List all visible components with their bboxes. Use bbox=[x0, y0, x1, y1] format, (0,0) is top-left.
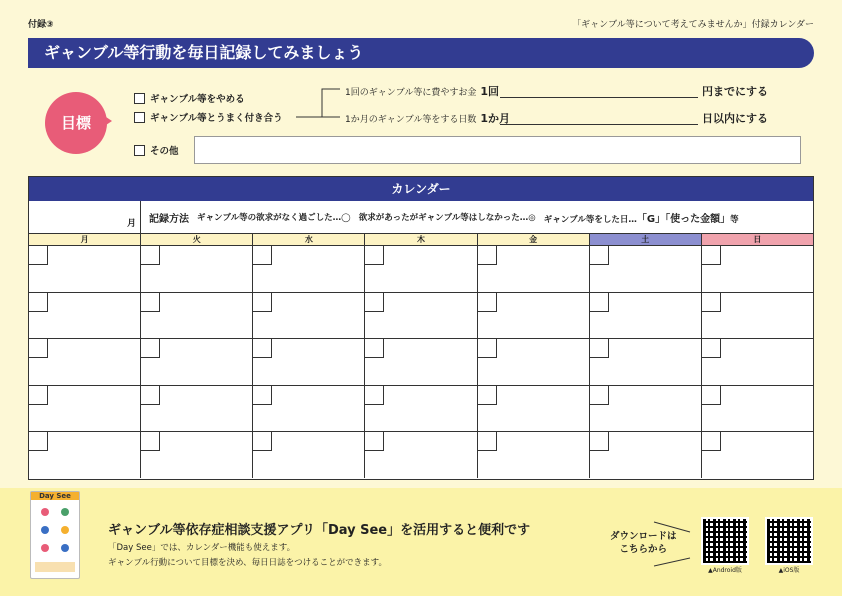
app-name: Day See bbox=[31, 492, 79, 500]
date-box[interactable] bbox=[365, 339, 384, 358]
day-cell[interactable] bbox=[478, 246, 590, 292]
date-box[interactable] bbox=[253, 246, 272, 265]
date-box[interactable] bbox=[590, 246, 609, 265]
calendar-grid bbox=[29, 245, 813, 478]
calendar-week-row bbox=[29, 385, 813, 432]
date-box[interactable] bbox=[590, 293, 609, 312]
date-box[interactable] bbox=[365, 293, 384, 312]
calendar-week-row bbox=[29, 431, 813, 478]
page-title-banner: ギャンブル等行動を毎日記録してみましょう bbox=[28, 38, 814, 68]
record-method-3-suffix: 等 bbox=[730, 214, 739, 225]
checkbox[interactable] bbox=[134, 93, 145, 104]
promo-line-2: ギャンブル行動について目標を決め、毎日日誌をつけることができます。 bbox=[108, 558, 387, 568]
date-box[interactable] bbox=[253, 432, 272, 451]
record-method-3-prefix: ギャンブル等をした日… bbox=[543, 214, 637, 225]
download-line-2: こちらから bbox=[619, 544, 668, 555]
date-box[interactable] bbox=[590, 339, 609, 358]
day-cell[interactable] bbox=[702, 293, 813, 339]
weekday-label: 火 bbox=[141, 234, 253, 245]
date-box[interactable] bbox=[141, 386, 160, 405]
goal-option-other[interactable] bbox=[134, 143, 179, 157]
date-box[interactable] bbox=[702, 339, 721, 358]
date-box[interactable] bbox=[590, 386, 609, 405]
day-cell[interactable] bbox=[702, 339, 813, 385]
goal-badge-tail bbox=[100, 113, 112, 129]
date-box[interactable] bbox=[141, 293, 160, 312]
goal-option-label: ギャンブル等をやめる bbox=[150, 94, 245, 105]
calendar-title: カレンダー bbox=[29, 177, 813, 201]
download-text bbox=[610, 530, 677, 556]
goal-option-quit[interactable] bbox=[134, 91, 245, 105]
goal-option-label: ギャンブル等とうまく付き合う bbox=[150, 113, 283, 124]
day-cell[interactable] bbox=[141, 386, 253, 432]
date-box[interactable] bbox=[365, 246, 384, 265]
goal-days-input[interactable] bbox=[500, 110, 698, 125]
day-cell[interactable] bbox=[365, 293, 477, 339]
goal-money-suffix: 円までにする bbox=[702, 85, 768, 98]
goal-days-line bbox=[345, 110, 510, 126]
date-box[interactable] bbox=[478, 293, 497, 312]
weekday-label: 日 bbox=[702, 234, 813, 245]
day-cell[interactable] bbox=[590, 293, 702, 339]
day-cell[interactable] bbox=[590, 432, 702, 478]
download-line-1: ダウンロードは bbox=[610, 531, 677, 542]
document-caption: 「ギャンブル等について考えてみませんか」付録カレンダー bbox=[572, 20, 814, 30]
promo-title: ギャンブル等依存症相談支援アプリ「Day See」を活用すると便利です bbox=[108, 523, 531, 538]
day-cell[interactable] bbox=[29, 339, 141, 385]
weekday-label: 月 bbox=[29, 234, 141, 245]
qr-android-label: ▲Android版 bbox=[708, 567, 742, 574]
date-box[interactable] bbox=[141, 432, 160, 451]
day-cell[interactable] bbox=[141, 246, 253, 292]
day-cell[interactable] bbox=[253, 386, 365, 432]
promo-line-1: 「Day See」では、カレンダー機能も使えます。 bbox=[108, 543, 296, 553]
appendix-label: 付録③ bbox=[28, 20, 54, 30]
day-cell[interactable] bbox=[702, 432, 813, 478]
date-box[interactable] bbox=[478, 339, 497, 358]
qr-android[interactable] bbox=[701, 517, 749, 574]
calendar-week-row bbox=[29, 338, 813, 385]
bracket-connector bbox=[296, 86, 342, 120]
day-cell[interactable] bbox=[365, 432, 477, 478]
goal-money-prefix: 1回のギャンブル等に費やすお金 bbox=[345, 88, 477, 98]
day-cell[interactable] bbox=[141, 293, 253, 339]
record-method-label: 記録方法 bbox=[149, 213, 189, 225]
goal-badge: 目標 bbox=[45, 92, 107, 154]
day-cell[interactable] bbox=[702, 246, 813, 292]
weekday-label: 土 bbox=[590, 234, 702, 245]
goal-option-label: その他 bbox=[150, 146, 179, 157]
goal-money-line bbox=[345, 83, 499, 99]
day-cell[interactable] bbox=[365, 246, 477, 292]
goal-money-unit: 1回 bbox=[480, 85, 500, 98]
date-box[interactable] bbox=[253, 386, 272, 405]
date-box[interactable] bbox=[702, 386, 721, 405]
date-box[interactable] bbox=[141, 246, 160, 265]
day-cell[interactable] bbox=[590, 339, 702, 385]
qr-code-icon bbox=[765, 517, 813, 565]
qr-ios-label: ▲iOS版 bbox=[778, 567, 800, 574]
date-box[interactable] bbox=[702, 246, 721, 265]
record-method bbox=[141, 201, 813, 233]
date-box[interactable] bbox=[702, 432, 721, 451]
month-field[interactable] bbox=[29, 201, 141, 233]
record-method-3-big: 「G」「使った金額」 bbox=[636, 213, 731, 225]
goal-days-prefix: 1か月のギャンブル等をする日数 bbox=[345, 115, 477, 125]
date-box[interactable] bbox=[590, 432, 609, 451]
goal-option-moderate[interactable] bbox=[134, 110, 283, 124]
day-cell[interactable] bbox=[253, 339, 365, 385]
date-box[interactable] bbox=[365, 432, 384, 451]
day-cell[interactable] bbox=[365, 339, 477, 385]
date-box[interactable] bbox=[478, 432, 497, 451]
date-box[interactable] bbox=[29, 339, 48, 358]
day-cell[interactable] bbox=[253, 246, 365, 292]
record-method-1: ギャンブル等の欲求がなく過ごした…◯ bbox=[197, 213, 351, 223]
day-cell[interactable] bbox=[29, 386, 141, 432]
day-cell[interactable] bbox=[590, 246, 702, 292]
day-cell[interactable] bbox=[141, 339, 253, 385]
goal-days-suffix: 日以内にする bbox=[702, 112, 768, 125]
date-box[interactable] bbox=[29, 386, 48, 405]
day-cell[interactable] bbox=[590, 386, 702, 432]
day-cell[interactable] bbox=[478, 293, 590, 339]
weekday-label: 水 bbox=[253, 234, 365, 245]
date-box[interactable] bbox=[478, 246, 497, 265]
date-box[interactable] bbox=[29, 432, 48, 451]
day-cell[interactable] bbox=[253, 293, 365, 339]
weekday-label: 金 bbox=[478, 234, 590, 245]
weekday-header bbox=[29, 234, 813, 245]
day-cell[interactable] bbox=[478, 339, 590, 385]
record-method-2: 欲求があったがギャンブル等はしなかった…◎ bbox=[358, 213, 536, 223]
goal-money-input[interactable] bbox=[500, 83, 698, 98]
record-method-3 bbox=[544, 210, 739, 225]
app-screen-icons bbox=[31, 500, 79, 576]
weekday-label: 木 bbox=[365, 234, 477, 245]
qr-ios[interactable] bbox=[765, 517, 813, 574]
calendar bbox=[28, 176, 814, 480]
day-cell[interactable] bbox=[29, 432, 141, 478]
day-cell[interactable] bbox=[253, 432, 365, 478]
day-cell[interactable] bbox=[29, 246, 141, 292]
day-cell[interactable] bbox=[478, 432, 590, 478]
day-cell[interactable] bbox=[29, 293, 141, 339]
goal-days-unit: 1か月 bbox=[480, 112, 511, 125]
app-screenshot bbox=[30, 491, 80, 579]
day-cell[interactable] bbox=[365, 386, 477, 432]
qr-code-icon bbox=[701, 517, 749, 565]
day-cell[interactable] bbox=[141, 432, 253, 478]
other-goal-field[interactable] bbox=[194, 136, 801, 164]
date-box[interactable] bbox=[478, 386, 497, 405]
day-cell[interactable] bbox=[702, 386, 813, 432]
date-box[interactable] bbox=[253, 339, 272, 358]
calendar-info-row bbox=[29, 201, 813, 234]
day-cell[interactable] bbox=[478, 386, 590, 432]
date-box[interactable] bbox=[29, 293, 48, 312]
date-box[interactable] bbox=[365, 386, 384, 405]
month-suffix: 月 bbox=[126, 219, 136, 229]
checkbox[interactable] bbox=[134, 145, 145, 156]
date-box[interactable] bbox=[29, 246, 48, 265]
calendar-week-row bbox=[29, 292, 813, 339]
checkbox[interactable] bbox=[134, 112, 145, 123]
date-box[interactable] bbox=[253, 293, 272, 312]
calendar-week-row bbox=[29, 245, 813, 292]
date-box[interactable] bbox=[141, 339, 160, 358]
date-box[interactable] bbox=[702, 293, 721, 312]
